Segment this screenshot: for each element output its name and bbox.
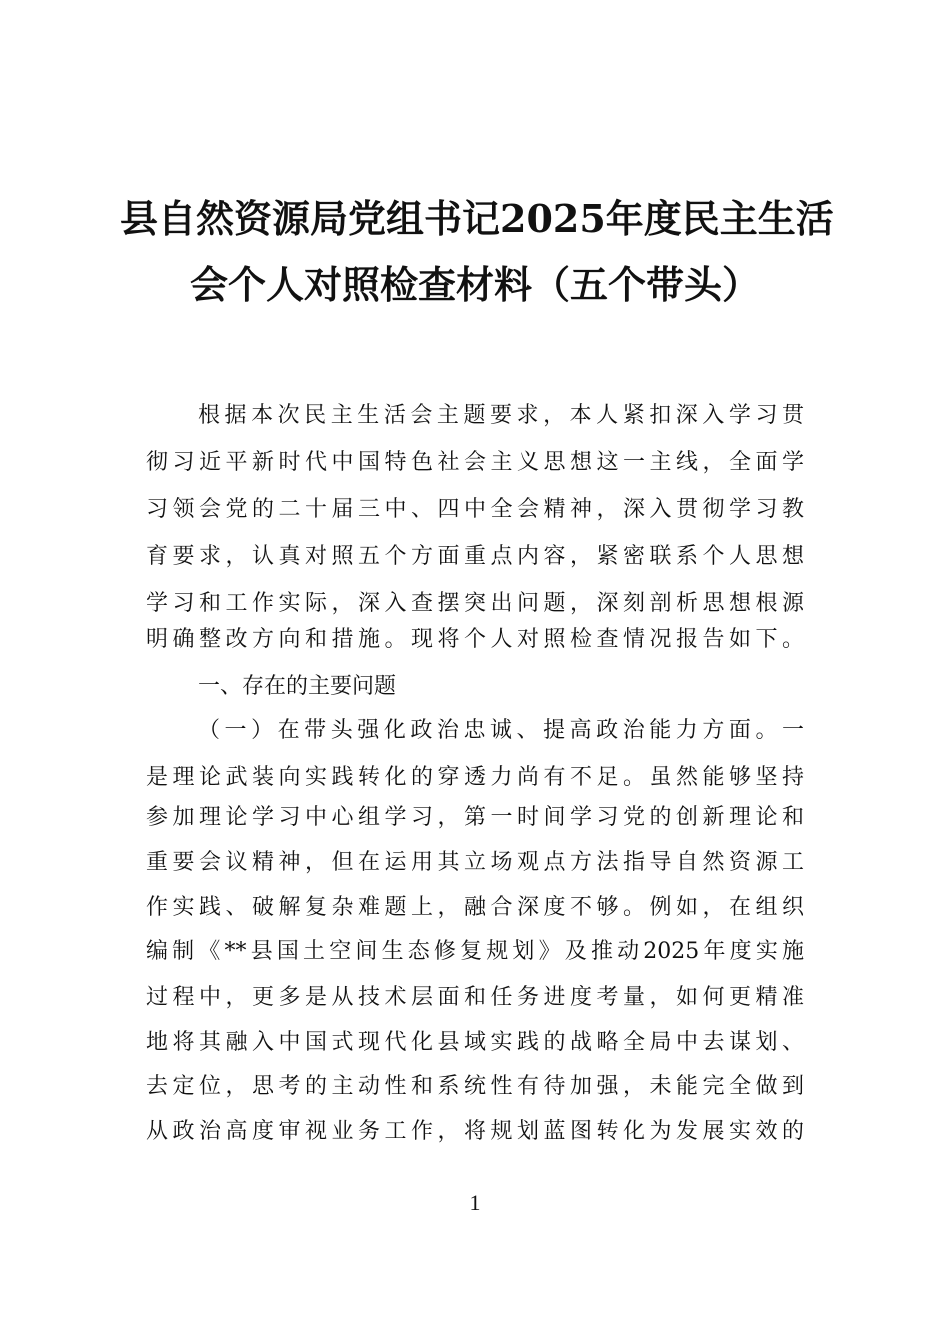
section1-line: 地将其融入中国式现代化县域实践的战略全局中去谋划、 (146, 1030, 804, 1055)
page-number: 1 (469, 1190, 481, 1215)
intro-line: 明确整改方向和措施。现将个人对照检查情况报告如下。 (146, 627, 804, 652)
document-title-line-1: 县自然资源局党组书记2025年度民主生活 (120, 196, 834, 241)
intro-line: 学习和工作实际，深入查摆突出问题，深刻剖析思想根源 (146, 591, 804, 616)
section1-line: 是理论武装向实践转化的穿透力尚有不足。虽然能够坚持 (146, 765, 804, 790)
section1-line: （一）在带头强化政治忠诚、提高政治能力方面。一 (198, 718, 804, 743)
intro-line: 彻习近平新时代中国特色社会主义思想这一主线，全面学 (146, 450, 804, 475)
document-title-line-2: 会个人对照检查材料（五个带头） (189, 262, 760, 307)
section1-line: 去定位，思考的主动性和系统性有待加强，未能完全做到 (146, 1074, 804, 1099)
section-heading: 一、存在的主要问题 (198, 674, 397, 699)
section1-line: 作实践、破解复杂难题上，融合深度不够。例如，在组织 (146, 895, 804, 920)
section1-line: 过程中，更多是从技术层面和任务进度考量，如何更精准 (146, 985, 804, 1010)
intro-line: 习领会党的二十届三中、四中全会精神，深入贯彻学习教 (146, 497, 804, 522)
intro-line: 育要求，认真对照五个方面重点内容，紧密联系个人思想 (146, 544, 804, 569)
intro-line: 根据本次民主生活会主题要求，本人紧扣深入学习贯 (198, 403, 804, 428)
section1-line: 编制《**县国土空间生态修复规划》及推动2025年度实施 (146, 939, 804, 964)
section1-line: 从政治高度审视业务工作，将规划蓝图转化为发展实效的 (146, 1119, 804, 1144)
section1-line: 重要会议精神，但在运用其立场观点方法指导自然资源工 (146, 850, 804, 875)
section1-line: 参加理论学习中心组学习，第一时间学习党的创新理论和 (146, 805, 804, 830)
